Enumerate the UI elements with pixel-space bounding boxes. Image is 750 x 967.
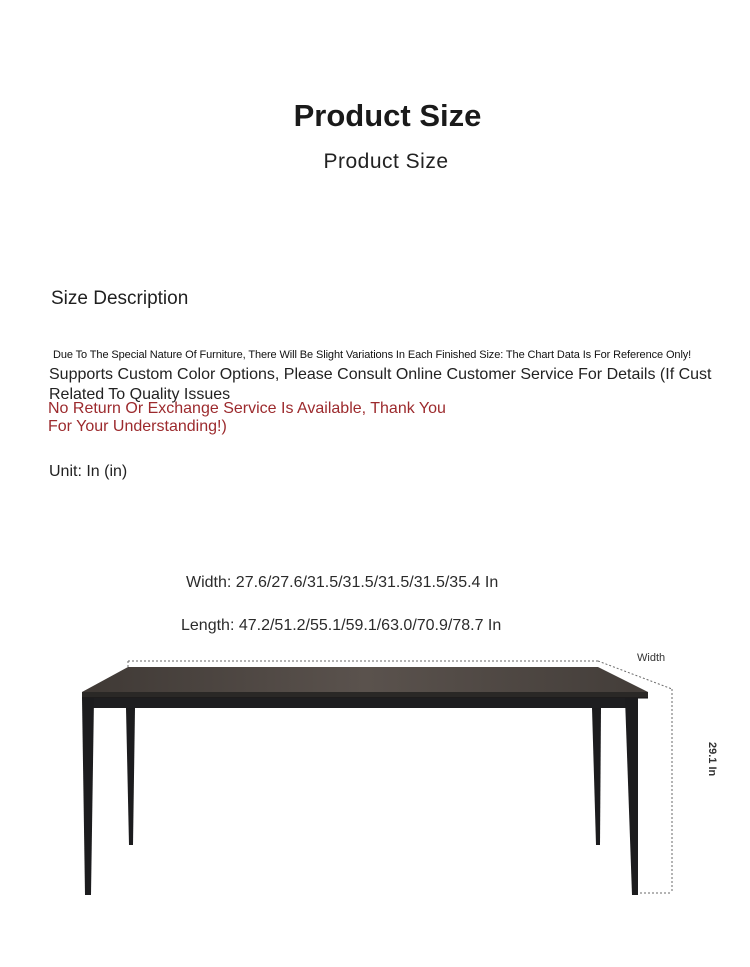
custom-color-note-line-2: Related To Quality Issues: [49, 386, 231, 403]
width-label: Width: [637, 652, 666, 664]
size-description-heading: Size Description: [51, 288, 189, 309]
length-dimensions: Length: 47.2/51.2/55.1/59.1/63.0/70.9/78.7 In: [181, 617, 502, 634]
custom-color-note-line-1: Supports Custom Color Options, Please Consult Online Customer Service For Details (If Cust: [49, 366, 712, 383]
page-title: Product Size: [293, 98, 482, 133]
return-policy-line-2: For Your Understanding!): [48, 418, 227, 435]
variation-note: Due To The Special Nature Of Furniture, There Will Be Slight Variations In Each Finished Size: The Chart Data Is For Reference Only!: [53, 349, 692, 361]
width-dimensions: Width: 27.6/27.6/31.5/31.5/31.5/31.5/35.4 In: [186, 574, 499, 591]
page-subtitle: Product Size: [323, 150, 449, 173]
table-top-icon: [82, 667, 648, 692]
return-policy-line-1: No Return Or Exchange Service Is Available, Thank You: [48, 400, 446, 417]
table-legs-icon: [82, 698, 638, 895]
height-label: 29.1 In: [706, 742, 718, 777]
unit-label: Unit: In (in): [49, 463, 128, 480]
